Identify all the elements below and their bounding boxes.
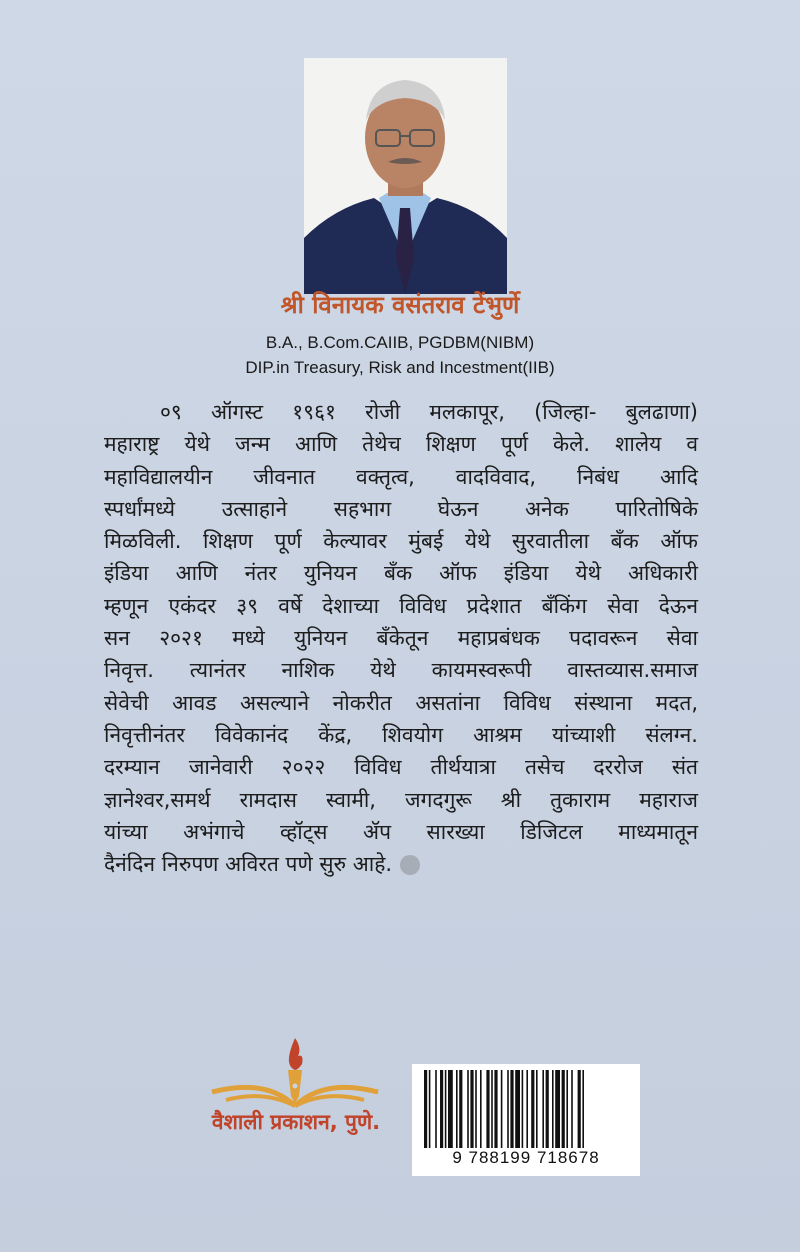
bio-line: ०९ ऑगस्ट १९६१ रोजी मलकापूर, (जिल्हा- बुलढाणा) bbox=[160, 400, 698, 424]
bio-line: मिळविली. शिक्षण पूर्ण केल्यावर मुंबई येथे सुरवातीला बँक ऑफ bbox=[104, 529, 698, 554]
barcode-bar bbox=[475, 1070, 477, 1148]
author-photo bbox=[304, 58, 507, 294]
barcode-bar bbox=[566, 1070, 568, 1148]
barcode-bar bbox=[522, 1070, 524, 1148]
barcode-bar bbox=[429, 1070, 431, 1148]
barcode-bar bbox=[510, 1070, 513, 1148]
barcode-bar bbox=[459, 1070, 462, 1148]
barcode-bar bbox=[494, 1070, 497, 1148]
bio-line: महाराष्ट्र येथे जन्म आणि तेथेच शिक्षण पूर्ण केले. शालेय व bbox=[104, 432, 698, 457]
author-biography bbox=[104, 396, 698, 880]
author-portrait-image bbox=[304, 58, 507, 294]
barcode-bar bbox=[536, 1070, 538, 1148]
barcode-bar bbox=[501, 1070, 503, 1148]
barcode-bar bbox=[562, 1070, 565, 1148]
bio-line: यांच्या अभंगाचे व्हॉट्स ॲप सारख्या डिजिटल माध्यमातून bbox=[104, 819, 698, 844]
barcode-bar bbox=[456, 1070, 458, 1148]
barcode-bars bbox=[420, 1070, 632, 1148]
bio-line: ज्ञानेश्वर,समर्थ रामदास स्वामी, जगदगुरू श्री तुकाराम महाराज bbox=[104, 787, 698, 812]
publisher-name: वैशाली प्रकाशन, पुणे. bbox=[211, 1110, 381, 1134]
barcode-bar bbox=[552, 1070, 554, 1148]
author-name: श्री विनायक वसंतराव टेंभुर्णे bbox=[280, 291, 520, 319]
bio-line: स्पर्धांमध्ये उत्साहाने सहभाग घेऊन अनेक पारितोषिके bbox=[104, 496, 698, 521]
bio-line-text: दैनंदिन निरुपण अविरत पणे सुरु आहे. bbox=[104, 852, 393, 877]
barcode-bar bbox=[448, 1070, 453, 1148]
barcode-bar bbox=[440, 1070, 443, 1148]
barcode-bar bbox=[486, 1070, 489, 1148]
barcode-bar bbox=[424, 1070, 427, 1148]
barcode-bar bbox=[555, 1070, 560, 1148]
bio-line: सन २०२१ मध्ये युनियन बँकेतून महाप्रबंधक पदावरून सेवा bbox=[104, 626, 698, 651]
bio-line: इंडिया आणि नंतर युनियन बँक ऑफ इंडिया येथे अधिकारी bbox=[104, 561, 698, 586]
barcode-bar bbox=[526, 1070, 528, 1148]
barcode-bar bbox=[507, 1070, 509, 1148]
barcode-bar bbox=[571, 1070, 573, 1148]
author-qualifications-line1: B.A., B.Com.CAIIB, PGDBM(NIBM) bbox=[265, 333, 535, 352]
barcode-bar bbox=[445, 1070, 447, 1148]
bio-line: निवृत्त. त्यानंतर नाशिक येथे कायमस्वरूपी वास्तव्यास.समाज bbox=[104, 658, 698, 683]
barcode-bar bbox=[582, 1070, 584, 1148]
author-qualifications-line2: DIP.in Treasury, Risk and Incestment(IIB) bbox=[245, 358, 555, 377]
barcode-bar bbox=[470, 1070, 473, 1148]
isbn-barcode bbox=[412, 1064, 640, 1176]
bio-line-last bbox=[104, 848, 698, 880]
barcode-bar bbox=[480, 1070, 482, 1148]
barcode-bar bbox=[435, 1070, 437, 1148]
bio-line: निवृत्तीनंतर विवेकानंद केंद्र, शिवयोग आश्रम यांच्याशी संलग्न. bbox=[104, 722, 698, 747]
barcode-bar bbox=[491, 1070, 493, 1148]
bio-line: सेवेची आवड असल्याने नोकरीत असतांना विविध संस्थाना मदत, bbox=[104, 690, 698, 715]
barcode-bar bbox=[578, 1070, 581, 1148]
pen-book-logo-icon bbox=[206, 1034, 384, 1154]
publisher-logo bbox=[206, 1034, 384, 1154]
bio-line: म्हणून एकंदर ३९ वर्षे देशाच्या विविध प्रदेशात बँकिंग सेवा देऊन bbox=[104, 593, 698, 618]
bio-line: दरम्यान जानेवारी २०२२ विविध तीर्थयात्रा तसेच दररोज संत bbox=[104, 755, 698, 780]
end-dot-icon bbox=[400, 855, 420, 875]
barcode-bar bbox=[515, 1070, 520, 1148]
barcode-bar bbox=[542, 1070, 544, 1148]
bio-line: महाविद्यालयीन जीवनात वक्तृत्व, वादविवाद, निबंध आदि bbox=[104, 464, 698, 489]
barcode-bar bbox=[546, 1070, 549, 1148]
isbn-number: 9 788199 718678 bbox=[452, 1148, 600, 1167]
barcode-bar bbox=[531, 1070, 534, 1148]
barcode-bar bbox=[467, 1070, 469, 1148]
